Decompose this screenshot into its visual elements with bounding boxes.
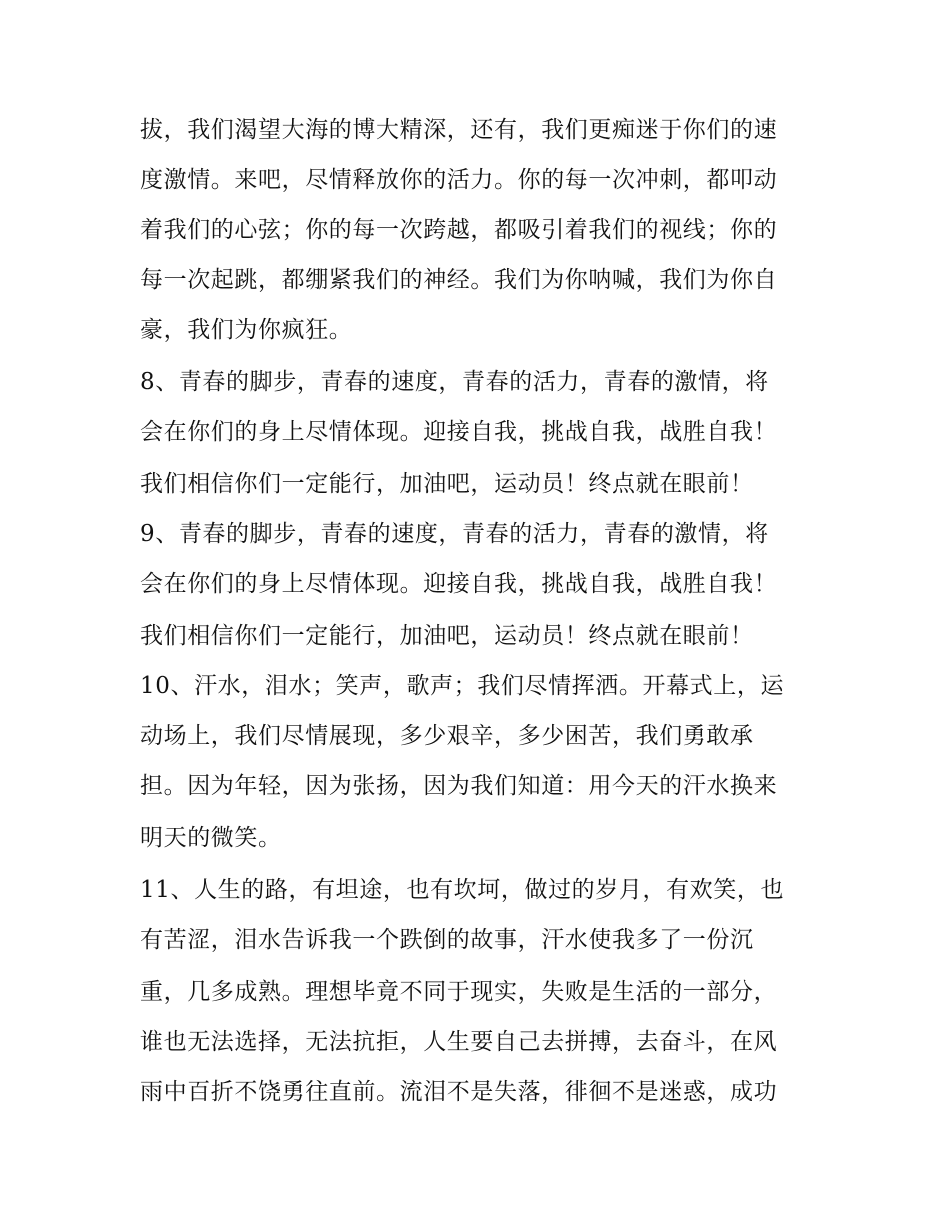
text-line: 会在你们的身上尽情体现。迎接自我，挑战自我，战胜自我！	[140, 571, 778, 597]
text-line: 每一次起跳，都绷紧我们的神经。我们为你呐喊，我们为你自	[140, 267, 778, 293]
text-line: 我们相信你们一定能行，加油吧，运动员！终点就在眼前！	[140, 471, 754, 497]
text-line: 重，几多成熟。理想毕竟不同于现实，失败是生活的一部分，	[140, 979, 778, 1005]
text-line: 谁也无法选择，无法抗拒，人生要自己去拼搏，去奋斗，在风	[140, 1029, 778, 1055]
text-line: 会在你们的身上尽情体现。迎接自我，挑战自我，战胜自我！	[140, 419, 778, 445]
text-line: 雨中百折不饶勇往直前。流泪不是失落，徘徊不是迷惑，成功	[140, 1079, 778, 1105]
text-line: 我们相信你们一定能行，加油吧，运动员！终点就在眼前！	[140, 623, 754, 649]
text-line: 度激情。来吧，尽情释放你的活力。你的每一次冲刺，都叩动	[140, 167, 778, 193]
text-line: 11、人生的路，有坦途，也有坎坷，做过的岁月，有欢笑，也	[140, 877, 785, 903]
text-line: 8、青春的脚步，青春的速度，青春的活力，青春的激情，将	[140, 369, 769, 395]
text-line: 着我们的心弦；你的每一次跨越，都吸引着我们的视线；你的	[140, 217, 778, 243]
text-line: 明天的微笑。	[140, 825, 282, 851]
text-line: 9、青春的脚步，青春的速度，青春的活力，青春的激情，将	[140, 521, 769, 547]
text-line: 有苦涩，泪水告诉我一个跌倒的故事，汗水使我多了一份沉	[140, 927, 754, 953]
text-line: 10、汗水，泪水；笑声，歌声；我们尽情挥洒。开幕式上，运	[140, 673, 785, 699]
text-line: 担。因为年轻，因为张扬，因为我们知道：用今天的汗水换来	[140, 773, 778, 799]
text-line: 拔，我们渴望大海的博大精深，还有，我们更痴迷于你们的速	[140, 117, 778, 143]
text-line: 豪，我们为你疯狂。	[140, 317, 353, 343]
text-line: 动场上，我们尽情展现，多少艰辛，多少困苦，我们勇敢承	[140, 723, 754, 749]
